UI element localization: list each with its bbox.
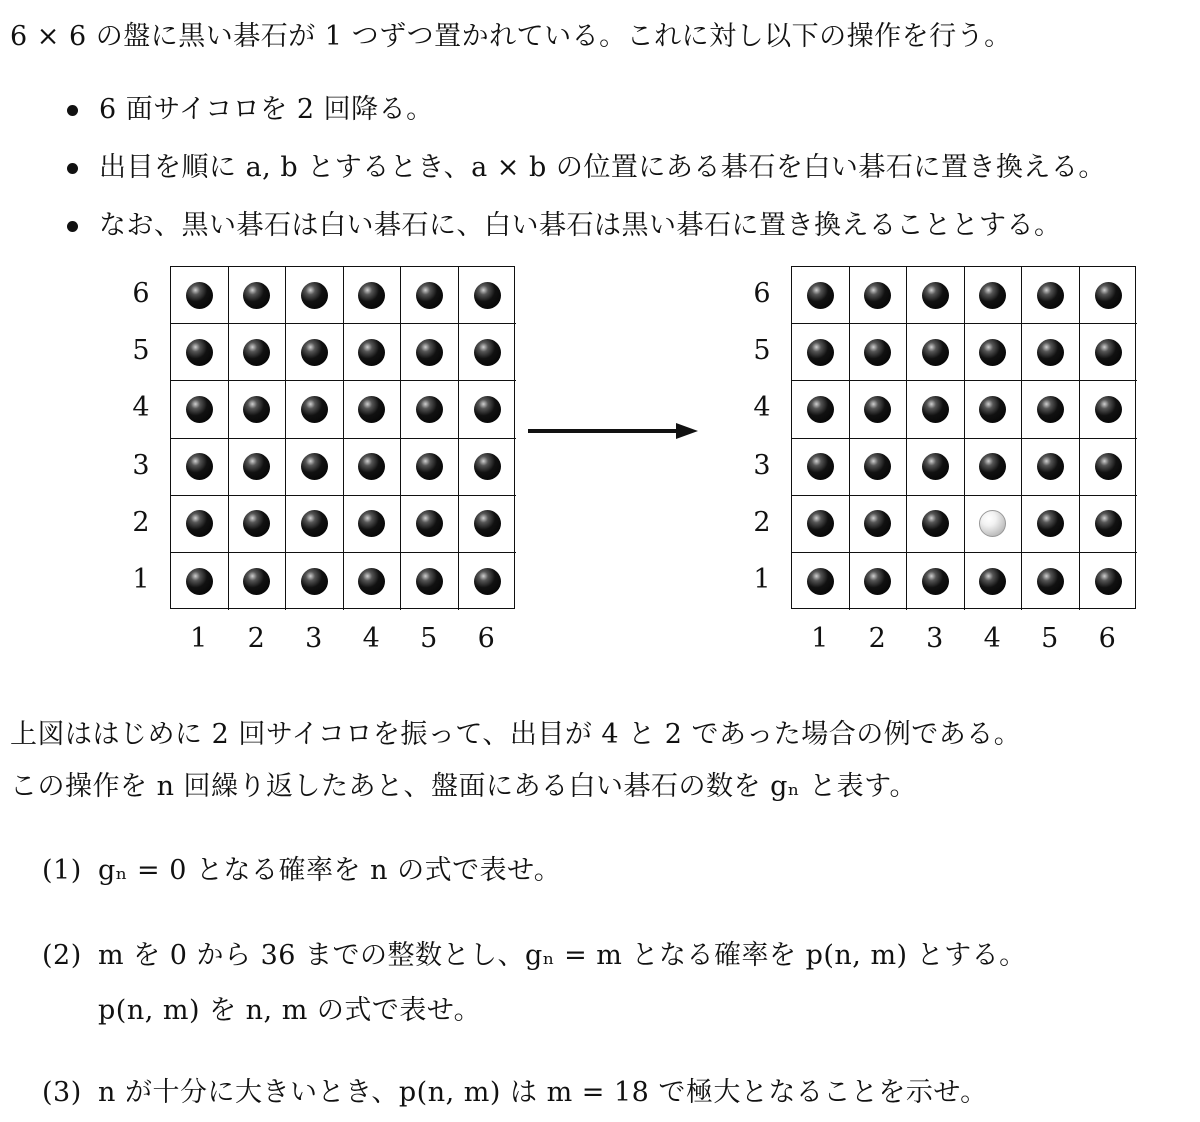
board-cell — [792, 553, 850, 610]
board-cell — [1022, 496, 1080, 553]
row-label: 2 — [753, 506, 771, 538]
black-stone — [1095, 453, 1122, 480]
board-cell — [1080, 381, 1138, 438]
black-stone — [1037, 282, 1064, 309]
board-cell — [171, 324, 229, 381]
operation-item: 6 面サイコロを 2 回降る。 — [65, 90, 1106, 148]
operation-item: なお、黒い碁石は白い碁石に、白い碁石は黒い碁石に置き換えることとする。 — [65, 206, 1106, 264]
board-cell — [907, 324, 965, 381]
black-stone — [416, 510, 443, 537]
board-cell — [344, 553, 402, 610]
board-cell — [850, 496, 908, 553]
board-cell — [792, 267, 850, 324]
board-cell — [907, 496, 965, 553]
board-cell — [286, 381, 344, 438]
column-label: 5 — [420, 623, 438, 655]
board-cell — [229, 553, 287, 610]
black-stone — [979, 396, 1006, 423]
board-cell — [459, 267, 517, 324]
row-label: 4 — [753, 392, 771, 424]
board-cell — [1022, 439, 1080, 496]
black-stone — [186, 396, 213, 423]
board-cell — [907, 553, 965, 610]
black-stone — [416, 282, 443, 309]
black-stone — [301, 282, 328, 309]
board-cell — [907, 267, 965, 324]
board-cell — [965, 553, 1023, 610]
black-stone — [358, 282, 385, 309]
black-stone — [243, 396, 270, 423]
board-cell — [229, 381, 287, 438]
black-stone — [922, 339, 949, 366]
board-cell — [401, 553, 459, 610]
board-before — [170, 266, 515, 609]
column-label: 6 — [1098, 623, 1116, 655]
board-cell — [229, 496, 287, 553]
board-cell — [459, 553, 517, 610]
board-cell — [171, 381, 229, 438]
black-stone — [807, 568, 834, 595]
question-3 — [42, 1070, 988, 1109]
black-stone — [358, 396, 385, 423]
black-stone — [1095, 396, 1122, 423]
board-cell — [171, 553, 229, 610]
board-cell — [459, 439, 517, 496]
black-stone — [979, 339, 1006, 366]
black-stone — [979, 568, 1006, 595]
black-stone — [807, 453, 834, 480]
row-label: 2 — [132, 506, 150, 538]
black-stone — [474, 396, 501, 423]
black-stone — [922, 453, 949, 480]
black-stone — [922, 396, 949, 423]
row-label: 3 — [132, 449, 150, 481]
black-stone — [243, 339, 270, 366]
column-label: 1 — [811, 623, 829, 655]
board-cell — [965, 381, 1023, 438]
black-stone — [1095, 510, 1122, 537]
black-stone — [474, 453, 501, 480]
black-stone — [864, 339, 891, 366]
arrow-icon — [528, 421, 698, 441]
board-cell — [792, 496, 850, 553]
row-label: 4 — [132, 392, 150, 424]
black-stone — [358, 339, 385, 366]
board-cell — [850, 381, 908, 438]
board-cell — [344, 496, 402, 553]
white-stone — [979, 510, 1006, 537]
board-cell — [850, 324, 908, 381]
black-stone — [864, 453, 891, 480]
black-stone — [807, 396, 834, 423]
board-cell — [286, 496, 344, 553]
black-stone — [979, 453, 1006, 480]
board-cell — [965, 267, 1023, 324]
question-text: gₙ = 0 となる確率を n の式で表せ。 — [98, 855, 562, 886]
board-cell — [459, 381, 517, 438]
example-text: 上図ははじめに 2 回サイコロを振って、出目が 4 と 2 であった場合の例である。 — [10, 719, 1022, 750]
black-stone — [186, 568, 213, 595]
black-stone — [1037, 339, 1064, 366]
operation-item: 出目を順に a, b とするとき、a × b の位置にある碁石を白い碁石に置き換える。 — [65, 148, 1106, 206]
row-label: 6 — [132, 278, 150, 309]
black-stone — [864, 396, 891, 423]
black-stone — [807, 510, 834, 537]
board-cell — [459, 496, 517, 553]
row-label: 1 — [753, 564, 771, 595]
black-stone — [358, 510, 385, 537]
black-stone — [807, 282, 834, 309]
black-stone — [186, 282, 213, 309]
row-label: 5 — [132, 335, 150, 367]
black-stone — [186, 453, 213, 480]
board-cell — [850, 553, 908, 610]
board-cell — [401, 496, 459, 553]
black-stone — [416, 339, 443, 366]
board-cell — [965, 496, 1023, 553]
board-cell — [1022, 324, 1080, 381]
question-number: (3) — [42, 1077, 82, 1108]
row-label: 3 — [753, 449, 771, 481]
question-number: (1) — [42, 855, 82, 886]
black-stone — [243, 568, 270, 595]
question-text: m を 0 から 36 までの整数とし、gₙ = m となる確率を p(n, m) とする。 — [98, 940, 1027, 971]
row-label: 6 — [753, 278, 771, 309]
black-stone — [186, 510, 213, 537]
column-label: 2 — [247, 623, 265, 655]
black-stone — [301, 510, 328, 537]
board-cell — [1022, 553, 1080, 610]
board-cell — [171, 496, 229, 553]
board-cell — [1080, 553, 1138, 610]
board-cell — [965, 324, 1023, 381]
board-cell — [1080, 324, 1138, 381]
board-cell — [1022, 381, 1080, 438]
row-label: 5 — [753, 335, 771, 367]
column-label: 5 — [1041, 623, 1059, 655]
black-stone — [864, 568, 891, 595]
board-cell — [344, 439, 402, 496]
board-cell — [344, 381, 402, 438]
board-cell — [286, 267, 344, 324]
definition-text: この操作を n 回繰り返したあと、盤面にある白い碁石の数を gₙ と表す。 — [10, 771, 918, 802]
black-stone — [474, 568, 501, 595]
board-cell — [344, 324, 402, 381]
question-number: (2) — [42, 940, 82, 971]
question-1 — [42, 848, 561, 887]
column-label: 3 — [305, 623, 323, 655]
black-stone — [474, 282, 501, 309]
black-stone — [358, 568, 385, 595]
board-cell — [286, 324, 344, 381]
black-stone — [1037, 568, 1064, 595]
board-cell — [401, 267, 459, 324]
black-stone — [1095, 568, 1122, 595]
black-stone — [864, 510, 891, 537]
board-cell — [792, 439, 850, 496]
board-after — [791, 266, 1136, 609]
board-cell — [286, 439, 344, 496]
board-cell — [171, 439, 229, 496]
question-2-continuation: p(n, m) を n, m の式で表せ。 — [98, 995, 482, 1026]
black-stone — [243, 453, 270, 480]
black-stone — [1095, 282, 1122, 309]
black-stone — [301, 396, 328, 423]
black-stone — [807, 339, 834, 366]
board-cell — [965, 439, 1023, 496]
board-cell — [229, 324, 287, 381]
black-stone — [243, 282, 270, 309]
question-2 — [42, 933, 1027, 972]
board-cell — [229, 439, 287, 496]
operation-list — [65, 90, 1106, 264]
black-stone — [1037, 453, 1064, 480]
black-stone — [416, 453, 443, 480]
black-stone — [864, 282, 891, 309]
column-label: 4 — [362, 623, 380, 655]
black-stone — [474, 510, 501, 537]
black-stone — [358, 453, 385, 480]
board-cell — [401, 439, 459, 496]
column-label: 2 — [868, 623, 886, 655]
board-cell — [850, 439, 908, 496]
black-stone — [416, 396, 443, 423]
black-stone — [922, 568, 949, 595]
black-stone — [301, 568, 328, 595]
black-stone — [301, 339, 328, 366]
black-stone — [922, 282, 949, 309]
question-text: n が十分に大きいとき、p(n, m) は m = 18 で極大となることを示せ。 — [98, 1077, 988, 1108]
board-cell — [401, 381, 459, 438]
black-stone — [979, 282, 1006, 309]
column-label: 1 — [190, 623, 208, 655]
board-cell — [1080, 496, 1138, 553]
board-cell — [286, 553, 344, 610]
board-cell — [792, 381, 850, 438]
black-stone — [1037, 510, 1064, 537]
board-cell — [907, 381, 965, 438]
board-cell — [344, 267, 402, 324]
black-stone — [474, 339, 501, 366]
board-cell — [792, 324, 850, 381]
black-stone — [301, 453, 328, 480]
board-cell — [1022, 267, 1080, 324]
board-cell — [1080, 439, 1138, 496]
column-label: 6 — [477, 623, 495, 655]
black-stone — [416, 568, 443, 595]
board-cell — [401, 324, 459, 381]
board-cell — [850, 267, 908, 324]
black-stone — [1095, 339, 1122, 366]
intro-text: 6 × 6 の盤に黒い碁石が 1 つずつ置かれている。これに対し以下の操作を行う。 — [10, 21, 1012, 52]
row-label: 1 — [132, 564, 150, 595]
board-cell — [459, 324, 517, 381]
board-cell — [171, 267, 229, 324]
black-stone — [922, 510, 949, 537]
black-stone — [186, 339, 213, 366]
board-cell — [1080, 267, 1138, 324]
black-stone — [1037, 396, 1064, 423]
column-label: 3 — [926, 623, 944, 655]
board-cell — [907, 439, 965, 496]
black-stone — [243, 510, 270, 537]
column-label: 4 — [983, 623, 1001, 655]
board-cell — [229, 267, 287, 324]
